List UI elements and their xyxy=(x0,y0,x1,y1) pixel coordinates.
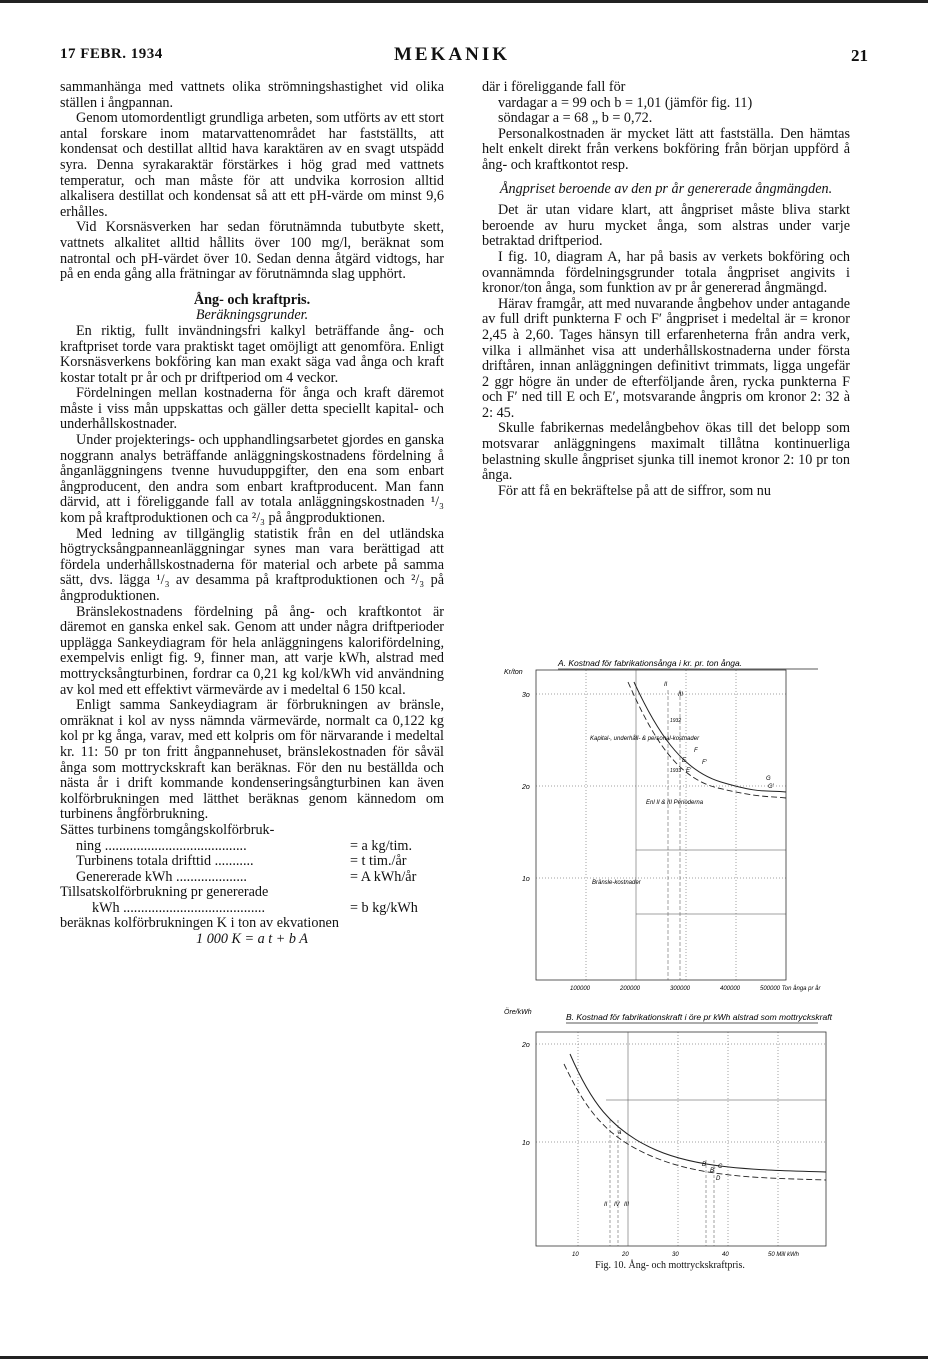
chart-a-xtick: 200000 xyxy=(620,986,641,992)
chart-b-point: a xyxy=(618,1130,622,1136)
chart-b-xtick: 50 Mill kWh xyxy=(768,1252,800,1258)
paragraph: Genom utomordentligt grundliga arbeten, som utförts av ett stort antal forskare inom matarvattenområdet har fastställts, att kondensat och destillat alltid hava karaktären av en svagt utspädd syra. Denna syrakaraktär förstärkes i hög grad med vattnets temperatur, och man måste för att undvika korrosion alltid alkalisera destillat och kondensat så att ett pH-värde om minst 9,6 erhålles. xyxy=(60,110,444,220)
chart-a-period-mark: 1932 xyxy=(670,718,682,724)
chart-b-xtick: 40 xyxy=(722,1252,729,1258)
chart-a-point: F xyxy=(694,748,698,754)
definition-value: = a kg/tim. xyxy=(350,837,412,854)
chart-b-ytick: 2o xyxy=(522,1042,530,1049)
equation-line: vardagar a = 99 och b = 1,01 (jämför fig. 11) xyxy=(498,94,753,111)
chart-a-yaxis-unit: Kr/ton xyxy=(504,669,523,676)
paragraph: beräknas kolförbrukningen K i ton av ekvationen xyxy=(60,915,339,932)
figure-10 xyxy=(506,660,836,1300)
paragraph: Det är utan vidare klart, att ångpriset måste bliva starkt beroende av huru mycket ånga, som alstras under varje betraktad driftperiod. xyxy=(482,202,850,250)
chart-a-point: E′ xyxy=(686,768,692,774)
definition-row xyxy=(60,870,444,886)
top-rule xyxy=(0,0,928,3)
paragraph: Härav framgår, att med nuvarande ångbehov under antagande av full drift punkterna F och F′ ångpriset i medeltal är = kronor 2,45 à 2,60. Tages hänsyn till erfarenheterna från andra verk, vilka i allmänhet visa att underhållskostnaderna under första driftåren, innan anläggningen definitivt trimmats, ligga ungefär 2 ggr högre än under de efterföljande åren, rycka punkterna F och F′ ned till E och E′, motsvarande ångpris om kronor 2: 32 à 2: 45. xyxy=(482,295,850,421)
chart-a-label-fuel: Bränsle-kostnader xyxy=(592,880,641,886)
definition-value: = t tim./år xyxy=(350,853,407,870)
chart-b-point: C xyxy=(718,1164,723,1170)
chart-a-xtick: 100000 xyxy=(570,986,591,992)
bottom-rule xyxy=(0,1356,928,1359)
definition-label: Turbinens totala drifttid ........... xyxy=(76,853,254,870)
paragraph: Under projekterings- och upphandlingsarbetet gjordes en ganska noggrann analys beträffande anläggningskostnadens fördelning å ånganläggningens tvenne huvuduppgifter, den ena som enbart ångproducent, den andra som enbart kraftproducent. Man fann därvid, att i föreliggande fall av totala anläggningskostnaden ¹/₃ kom på kraftproduktionen och ca ²/₃ på ångproduktionen. xyxy=(60,432,444,527)
definition-label: kWh ........................................ xyxy=(92,899,266,916)
chart-a-ytick: 1o xyxy=(522,876,530,883)
chart-b-title: B. Kostnad för fabrikationskraft i öre pr kWh alstrad som mottryckskraft xyxy=(566,1012,832,1022)
chart-a-ytick: 3o xyxy=(522,692,530,699)
chart-a-xtick: 400000 xyxy=(720,986,741,992)
paragraph: Fördelningen mellan kostnaderna för ånga och kraft däremot måste i viss mån uppskattas och gäller detta speciellt kapital- och underhållskostnader. xyxy=(60,385,444,433)
paragraph: Bränslekostnadens fördelning på ång- och kraftkontot är däremot en ganska enkel sak. Genom att under några driftperioder upplägga Sankeydiagram för hela anläggningens kalorifördelning, exempelvis enligt fig. 9, finner man, att varje kWh, alstrad med mottrycksångturbinen, fordrar ca 0,21 kg kol/kWh vid användning av kol med ett effektivt värmevärde av i medeltal 6 150 kcal. xyxy=(60,603,444,698)
chart-a-label-capital: Kapital-, underhåll- & personal-kostnader xyxy=(590,736,700,742)
chart-b-period-mark: II xyxy=(604,1202,608,1208)
chart-b-frame xyxy=(536,1032,826,1246)
paragraph: Tillsatskolförbrukning pr genererade xyxy=(60,884,269,901)
chart-a-point: E xyxy=(682,758,687,764)
chart-b-gridlines xyxy=(536,1032,826,1246)
section-subtitle: Beräkningsgrunder. xyxy=(195,307,309,324)
paragraph: Med ledning av tillgänglig statistik från en del utländska högtrycksångpanneanläggningar synes man vara berättigad att fördela underhållskostnaderna för material och arbete på samma sätt, dvs. lägga ¹/₃ av desamma på kraftproduktionen och ²/₃ på ångproduktionen. xyxy=(60,525,444,604)
definition-label: ning ........................................ xyxy=(76,837,247,854)
chart-a-label-periods: Enl II & III Perioderna xyxy=(646,800,704,806)
chart-a-point: F′ xyxy=(702,760,707,766)
equation: 1 000 K = a t + b A xyxy=(196,931,308,948)
chart-a-title: A. Kostnad för fabrikationsånga i kr. pr. ton ånga. xyxy=(558,658,743,668)
chart-a-ytick: 2o xyxy=(522,784,530,791)
paragraph: Enligt samma Sankeydiagram är förbrukningen av bränsle, omräknat i kol av nyss nämnda värmevärde, normalt ca 0,122 kg kol pr kg ånga, varav, med ett kolpris om för närvarande i medeltal kr. 11: 50 pr ton fritt ångpannehuset, bränslekostnaden för såväl ånga som mottryckskraft kan beräknas. För den nu beställda och nästa år i drift kommande kondenseringsångturbinen kan även kolförbrukningen med lätthet beräknas genom kännedom om turbinens ångförbrukning. xyxy=(60,697,444,823)
chart-a-period-mark: II xyxy=(664,682,668,688)
definition-row xyxy=(60,839,444,855)
chart-b-curve-total xyxy=(570,1054,826,1172)
paragraph: En riktig, fullt invändningsfri kalkyl beträffande ång- och kraftpriset torde vara praktiskt taget omöjligt att genomföra. Enligt Korsnäsverkens bokföring kan man exakt säga vad ånga och kraft kostar totalt pr år och pr driftperiod om 4 veckor. xyxy=(60,322,444,386)
paragraph: Personalkostnaden är mycket lätt att fastställa. Den hämtas helt enkelt direkt från verkens bokföring från början uppförd å ång- och kraftkontot resp. xyxy=(482,125,850,173)
chart-b-xtick: 20 xyxy=(622,1252,629,1258)
chart-a-period-mark: III xyxy=(678,692,684,698)
page-number: 21 xyxy=(851,46,868,65)
section-title: Ångpriset beroende av den pr år genererade ångmängden. xyxy=(499,180,833,197)
definition-value: = A kWh/år xyxy=(350,868,417,885)
chart-a-period-mark: 1933 xyxy=(670,768,682,774)
chart-a-gridlines xyxy=(536,670,786,980)
paragraph: I fig. 10, diagram A, har på basis av verkets bokföring och ovannämnda fördelningsgrunder totala ångpriset angivits i kronor/ton ånga, som funktion av pr år genererad ångmängd. xyxy=(482,248,850,297)
chart-b-curve-total-dashed xyxy=(564,1064,826,1180)
paragraph: Skulle fabrikernas medelångbehov ökas till det belopp som motsvarar anläggningens maximalt tillåtna kontinuerliga belastning skulle ångpriset sjunka till inemot kronor 2: 10 pr ton ånga. xyxy=(482,420,850,484)
figure-caption: Fig. 10. Ång- och mottryckskraftpris. xyxy=(595,1260,745,1271)
paragraph: sammanhänga med vattnets olika strömningshastighet vid olika ställen i ångpannan. xyxy=(60,79,444,111)
chart-b-point: D xyxy=(716,1176,721,1182)
equation-line: söndagar a = 68 „ b = 0,72. xyxy=(498,110,653,127)
chart-a-xtick: 300000 xyxy=(670,986,691,992)
chart-b-period-mark: III xyxy=(624,1202,630,1208)
chart-b-ytick: 1o xyxy=(522,1140,530,1147)
paragraph: För att få en bekräftelse på att de siffror, som nu xyxy=(498,482,771,499)
definition-row xyxy=(60,854,444,870)
paragraph: där i föreliggande fall för xyxy=(482,79,626,95)
chart-a-point: G′ xyxy=(768,784,774,790)
definition-value: = b kg/kWh xyxy=(350,899,418,916)
chart-b-xtick: 30 xyxy=(672,1252,679,1258)
paragraph: Sättes turbinens tomgångskolförbruk- xyxy=(60,821,275,838)
chart-b-xtick: 10 xyxy=(572,1252,579,1258)
chart-a-frame xyxy=(536,670,786,980)
chart-a-xtick: 500000 Ton ånga pr år xyxy=(760,986,821,992)
right-column xyxy=(482,80,850,499)
left-column xyxy=(60,80,444,948)
chart-b-point: B xyxy=(702,1162,707,1168)
journal-title: MEKANIK xyxy=(394,44,510,65)
definition-label: Genererade kWh .................... xyxy=(76,868,247,885)
section-title: Ång- och kraftpris. xyxy=(193,291,311,308)
definition-row xyxy=(60,901,444,917)
chart-b-period-mark: IV xyxy=(614,1202,620,1208)
issue-date: 17 FEBR. 1934 xyxy=(60,46,163,62)
chart-b-point: B′ xyxy=(710,1168,716,1174)
chart-a-point: G xyxy=(766,776,771,782)
chart-b-yaxis-unit: Öre/kWh xyxy=(504,1009,532,1016)
paragraph: Vid Korsnäsverken har sedan förutnämnda tubutbyte skett, vattnets alkalitet alltid hållits över 100 mg/l, beräknat som natrontal och pH-värdet över 10. Sedan denna åtgärd vidtogs, har på en enda gång alla frätningar av förutnämnda slag upphört. xyxy=(60,219,444,283)
